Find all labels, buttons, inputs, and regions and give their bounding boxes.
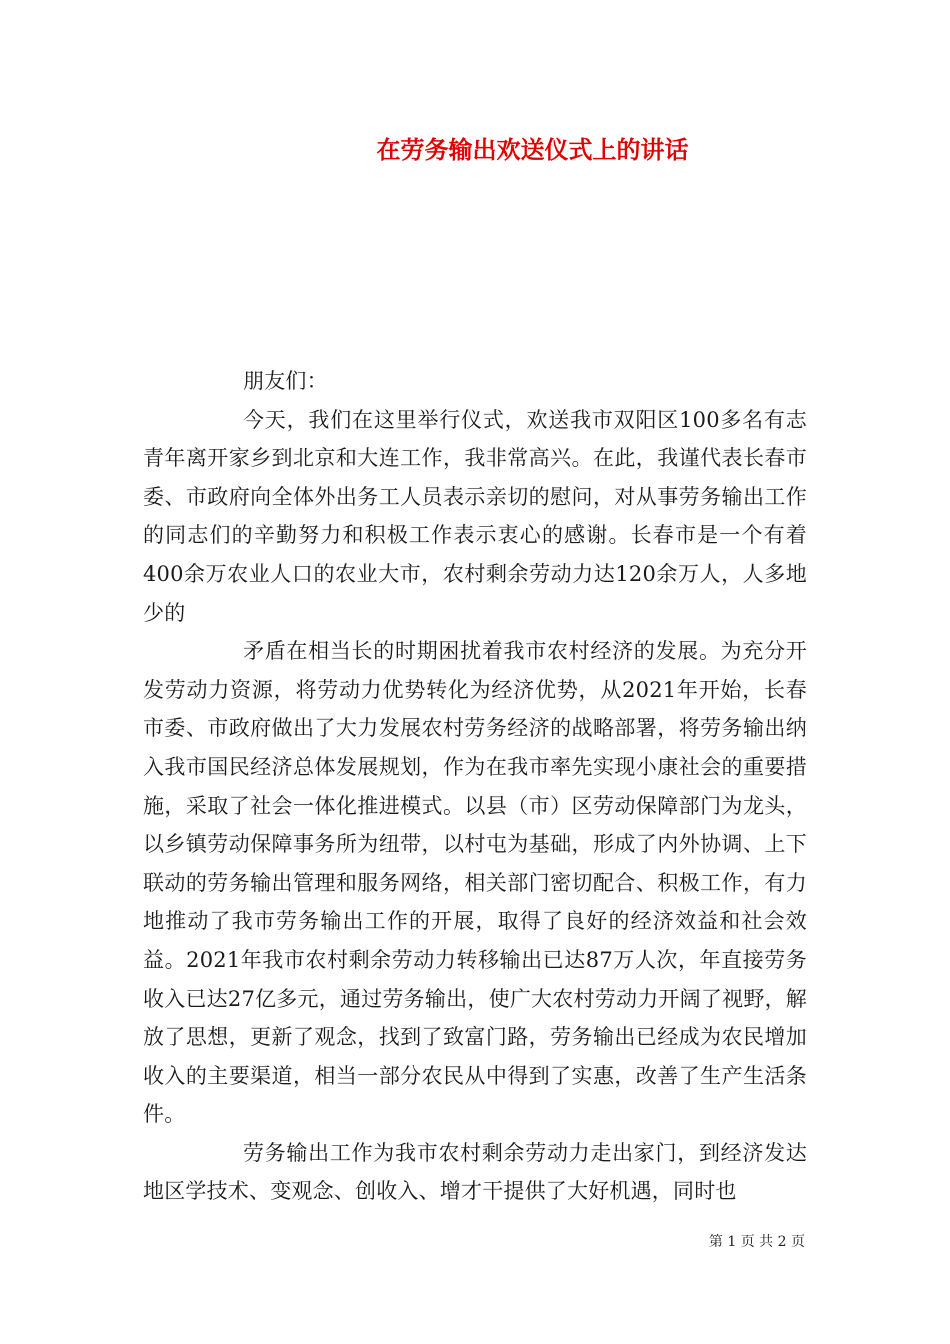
salutation: 朋友们： [243,369,328,393]
paragraph-1: 今天，我们在这里举行仪式，欢送我市双阳区100多名有志青年离开家乡到北京和大连工作，我非常高兴。在此，我谨代表长春市委、市政府向全体外出务工人员表示亲切的慰问，对从事劳务输出工作的同志们的辛勤努力和积极工作表示衷心的感谢。长春市是一个有着400余万农业人口的农业大市，农村剩余劳动力达120余万人，人多地少的 [143,407,807,625]
document-title: 在劳务输出欢送仪式上的讲话 [376,135,689,164]
paragraph-2: 矛盾在相当长的时期困扰着我市农村经济的发展。为充分开发劳动力资源，将劳动力优势转化为经济优势，从2021年开始，长春市委、市政府做出了大力发展农村劳务经济的战略部署，将劳务输出纳入我市国民经济总体发展规划，作为在我市率先实现小康社会的重要措施，采取了社会一体化推进模式。以县（市）区劳动保障部门为龙头，以乡镇劳动保障事务所为纽带，以村屯为基础，形成了内外协调、上下联动的劳务输出管理和服务网络，相关部门密切配合、积极工作，有力地推动了我市劳务输出工作的开展，取得了良好的经济效益和社会效益。2021年我市农村剩余劳动力转移输出已达87万人次，年直接劳务收入已达27亿多元，通过劳务输出，使广大农村劳动力开阔了视野，解放了思想，更新了观念，找到了致富门路，劳务输出已经成为农民增加收入的主要渠道，相当一部分农民从中得到了实惠，改善了生产生活条件。 [143,639,807,1127]
document-body [143,362,807,1211]
page-indicator: 第 1 页 共 2 页 [708,1234,805,1250]
paragraph-3: 劳务输出工作为我市农村剩余劳动力走出家门，到经济发达地区学技术、变观念、创收入、增才干提供了大好机遇，同时也 [143,1140,807,1204]
